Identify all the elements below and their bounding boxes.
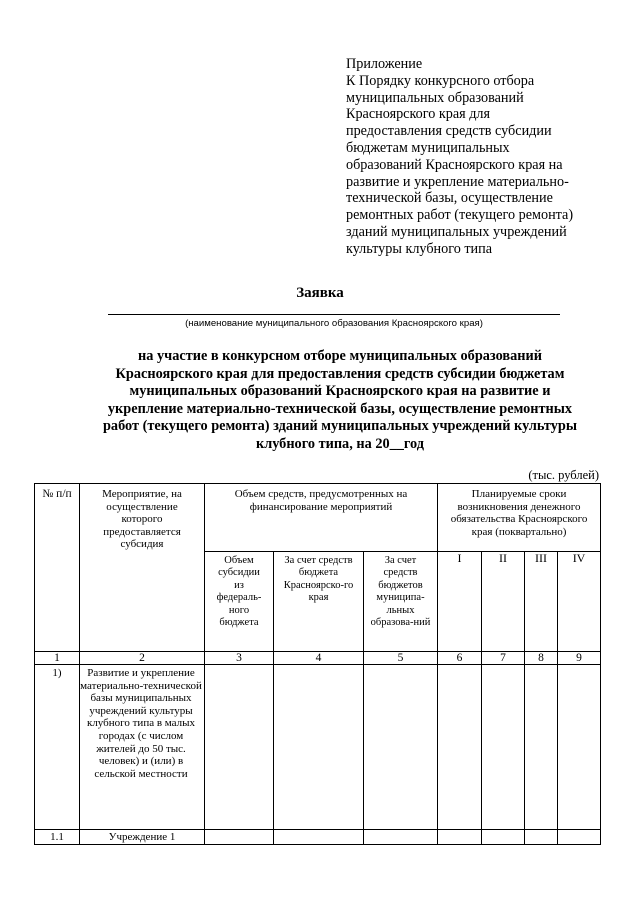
row-event-text: Учреждение 1 — [80, 830, 205, 845]
subheader-regional: За счет средств бюджета Красноярско-го края — [274, 552, 364, 652]
appendix-line: муниципальных образований — [346, 89, 524, 106]
table-cell — [438, 830, 482, 845]
column-number: 4 — [274, 652, 364, 665]
header-terms: Планируемые сроки возникновения денежного обязательства Красноярского края (поквартально) — [438, 484, 601, 552]
header-event: Мероприятие, на осуществление которого предоставляется субсидия — [80, 484, 205, 652]
table-cell — [205, 665, 274, 830]
appendix-line: образований Красноярского края на — [346, 156, 563, 173]
heading-line: муниципальных образований Красноярского края на развитие и — [129, 383, 551, 400]
table-cell — [364, 830, 438, 845]
table-row — [35, 830, 601, 845]
column-number: 5 — [364, 652, 438, 665]
units-label: (тыс. рублей) — [528, 468, 599, 482]
heading-line: укрепление материально-технической базы, осуществление ремонтных — [107, 400, 573, 417]
table-cell — [205, 830, 274, 845]
table-row — [35, 665, 601, 830]
column-number: 3 — [205, 652, 274, 665]
appendix-line: культуры клубного типа — [346, 240, 493, 257]
quarter-2: II — [482, 552, 525, 652]
column-number: 1 — [35, 652, 80, 665]
heading-line: клубного типа, на 20__год — [255, 435, 425, 452]
column-number: 7 — [482, 652, 525, 665]
table-cell — [364, 665, 438, 830]
table-cell — [558, 830, 601, 845]
application-table — [34, 483, 601, 845]
table-cell — [525, 665, 558, 830]
table-cell — [558, 665, 601, 830]
table-cell — [274, 830, 364, 845]
header-row — [35, 484, 601, 552]
table-cell — [438, 665, 482, 830]
subheader-federal: Объем субсидии из федераль-ного бюджета — [205, 552, 274, 652]
application-heading — [40, 348, 640, 454]
appendix-line: технической базы, осуществление — [346, 190, 553, 207]
row-event-text: Развитие и укрепление материально-технической базы муниципальных учреждений культуры клубного типа в малых городах (с числом жителей до 50 тыс. человек) и (или) в сельской местности — [80, 665, 205, 830]
subheader-municipal: За счет средств бюджетов муниципа-льных образова-ний — [364, 552, 438, 652]
municipality-name-caption: (наименование муниципального образования Красноярского края) — [185, 318, 483, 329]
quarter-4: IV — [558, 552, 601, 652]
municipality-name-line — [108, 314, 560, 315]
header-number: № п/п — [35, 484, 80, 652]
appendix-line: К Порядку конкурсного отбора — [346, 72, 535, 89]
document-title: Заявка — [296, 285, 344, 301]
table-cell — [274, 665, 364, 830]
column-numbers-row — [35, 652, 601, 665]
header-funds: Объем средств, предусмотренных на финансирование мероприятий — [205, 484, 438, 552]
appendix-line: Красноярского края для — [346, 106, 491, 123]
table-cell — [525, 830, 558, 845]
appendix-line: развитие и укрепление материально- — [346, 173, 569, 190]
heading-line: на участие в конкурсном отборе муниципальных образований — [138, 348, 542, 364]
appendix-line: предоставления средств субсидии — [346, 123, 552, 140]
heading-line: Красноярского края для предоставления средств субсидии бюджетам — [115, 365, 565, 382]
appendix-line: бюджетам муниципальных — [346, 139, 510, 156]
heading-line: работ (текущего ремонта) зданий муниципальных учреждений культуры — [102, 418, 578, 435]
row-number: 1) — [35, 665, 80, 830]
quarter-1: I — [438, 552, 482, 652]
row-number: 1.1 — [35, 830, 80, 845]
column-number: 9 — [558, 652, 601, 665]
appendix-line: зданий муниципальных учреждений — [346, 223, 567, 240]
table-cell — [482, 830, 525, 845]
quarter-3: III — [525, 552, 558, 652]
table-cell — [482, 665, 525, 830]
column-number: 6 — [438, 652, 482, 665]
appendix-line: ремонтных работ (текущего ремонта) — [346, 207, 574, 224]
appendix-block — [346, 56, 616, 258]
column-number: 2 — [80, 652, 205, 665]
appendix-line: Приложение — [346, 56, 423, 72]
column-number: 8 — [525, 652, 558, 665]
